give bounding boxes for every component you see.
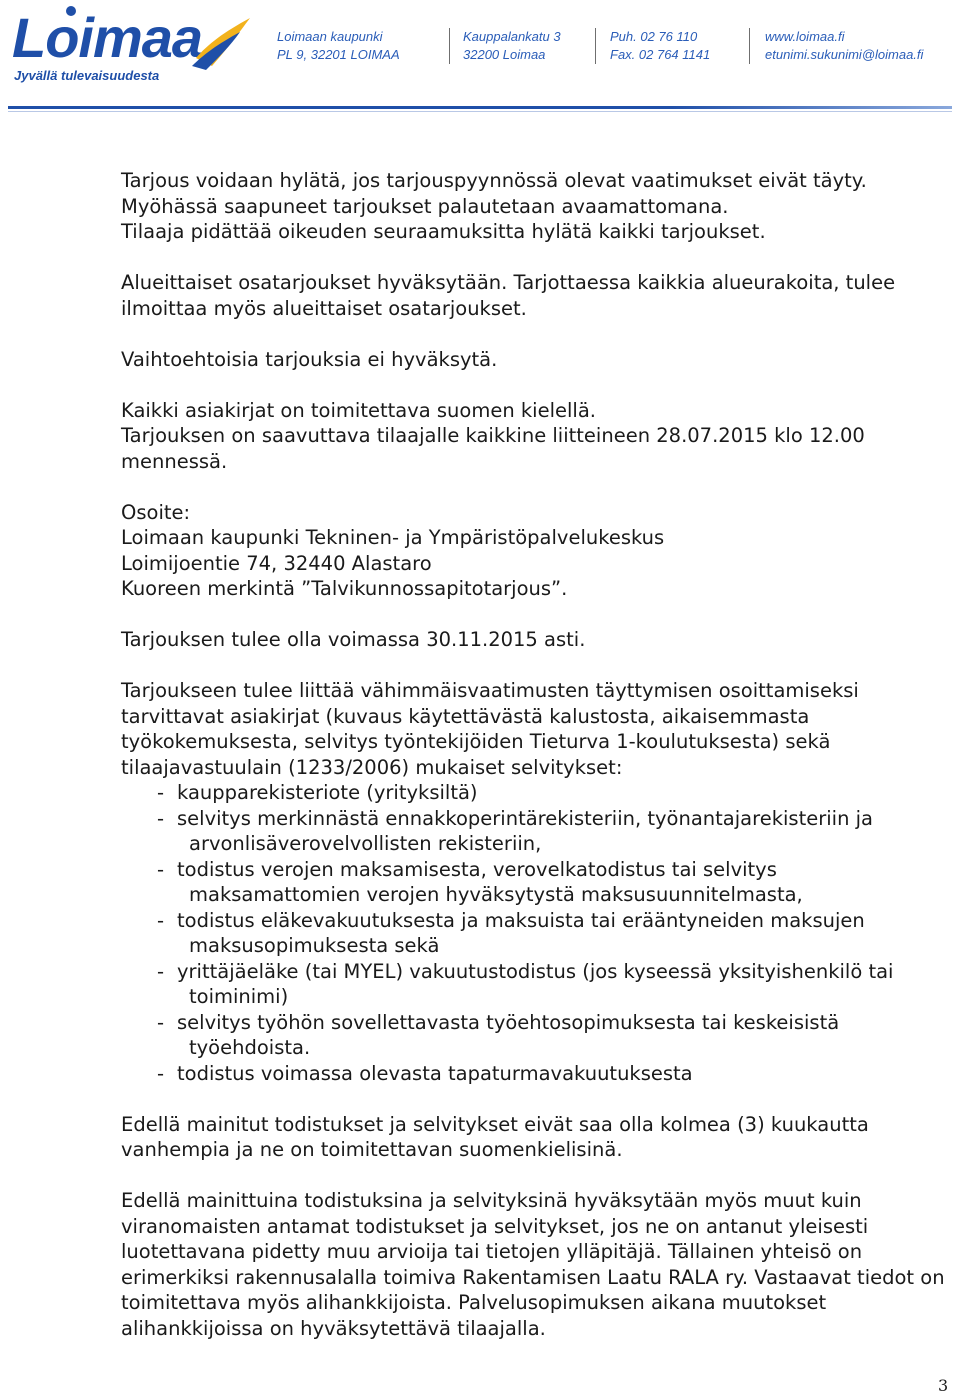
contact-visit-line1: Kauppalankatu 3 <box>463 29 561 44</box>
list-item: - kaupparekisteriote (yrityksiltä) <box>157 781 478 804</box>
contact-website: www.loimaa.fi <box>765 29 845 44</box>
text-line: Myöhässä saapuneet tarjoukset palautetaan avaamattomana. <box>121 194 729 218</box>
list-item: - yrittäjäeläke (tai MYEL) vakuutustodistus (jos kyseessä yksityishenkilö tai toiminimi) <box>157 959 894 1008</box>
contact-visit-line2: 32200 Loimaa <box>463 47 546 62</box>
address-line: Loimijoentie 74, 32440 Alastaro <box>121 551 432 575</box>
contact-divider <box>749 28 750 64</box>
list-item: - selvitys merkinnästä ennakkoperintärekisteriin, työnantajarekisteriin ja arvonlisäverovelvollisten rekisteriin, <box>157 806 873 855</box>
contact-divider <box>449 28 450 64</box>
address-label: Osoite: <box>121 500 191 524</box>
list-item: - todistus eläkevakuutuksesta ja maksuista tai erääntyneiden maksujen maksusopimuksesta sekä <box>157 908 865 957</box>
text-line: Tarjous voidaan hylätä, jos tarjouspyynnössä olevat vaatimukset eivät täyty. <box>121 169 867 192</box>
envelope-marking: Kuoreen merkintä ”Talvikunnossapitotarjous”. <box>121 577 568 600</box>
contact-postal-line1: Loimaan kaupunki <box>277 29 383 44</box>
paragraph-rejection <box>121 168 951 245</box>
logo-swoosh-icon <box>190 14 256 70</box>
document-body <box>121 168 951 1341</box>
contact-email: etunimi.sukunimi@loimaa.fi <box>765 47 924 62</box>
contact-phone <box>610 28 710 64</box>
contact-visit <box>463 28 561 64</box>
text-line: Kaikki asiakirjat on toimitettava suomen kielellä. <box>121 398 596 422</box>
contact-divider <box>595 28 596 64</box>
contact-web <box>765 28 923 64</box>
text-line: Tilaaja pidättää oikeuden seuraamuksitta hylätä kaikki tarjoukset. <box>121 220 766 243</box>
list-item: - todistus verojen maksamisesta, verovelkatodistus tai selvitys maksamattomien verojen hyväksytystä maksusuunnitelmasta, <box>157 857 803 906</box>
paragraph-address <box>121 500 951 602</box>
text-line: Tarjouksen on saavuttava tilaajalle kaikkine liitteineen 28.07.2015 klo 12.00 mennessä. <box>121 424 865 473</box>
paragraph-certificates-age: Edellä mainitut todistukset ja selvitykset eivät saa olla kolmea (3) kuukautta vanhempia ja ne on toimitettavan suomenkielisinä. <box>121 1112 869 1161</box>
logo-slogan: Jyvällä tulevaisuudesta <box>14 68 160 83</box>
paragraph-partial-bids: Alueittaiset osatarjoukset hyväksytään. Tarjottaessa kaikkia alueurakoita, tulee ilmoittaa myös alueittaiset osatarjoukset. <box>121 271 896 320</box>
letterhead <box>0 0 960 120</box>
header-rule <box>8 106 952 109</box>
paragraph-alternatives: Vaihtoehtoisia tarjouksia ei hyväksytä. <box>121 347 498 371</box>
list-item: - selvitys työhön sovellettavasta työehtosopimuksesta tai keskeisistä työehdoista. <box>157 1010 840 1059</box>
contact-postal-line2: PL 9, 32201 LOIMAA <box>277 47 400 62</box>
contact-postal <box>277 28 400 64</box>
paragraph-requirements: Tarjoukseen tulee liittää vähimmäisvaatimusten täyttymisen osoittamiseksi tarvittavat asiakirjat (kuvaus käytettävästä kalustosta, aikaisemmasta työkokemuksesta, selvitys työntekijöiden Tieturva 1-koulutuksesta) sekä tilaajavastuulain (1233/2006) mukaiset selvitykset: <box>121 679 859 779</box>
address-line: Loimaan kaupunki Tekninen- ja Ympäristöpalvelukeskus <box>121 526 665 549</box>
paragraph-language-deadline <box>121 398 951 475</box>
logo-wordmark: Loimaa <box>12 6 203 69</box>
page-number: 3 <box>938 1376 949 1395</box>
paragraph-validity: Tarjouksen tulee olla voimassa 30.11.2015 asti. <box>121 628 586 651</box>
contact-fax-number: Fax. 02 764 1141 <box>610 47 711 62</box>
list-item: - todistus voimassa olevasta tapaturmavakuutuksesta <box>157 1061 693 1085</box>
contact-phone-number: Puh. 02 76 110 <box>610 29 698 44</box>
requirements-list <box>121 780 951 1086</box>
paragraph-accepted-certificates: Edellä mainittuina todistuksina ja selvityksinä hyväksytään myös muut kuin viranomaisten antamat todistukset ja selvitykset, jos ne on antanut yleisesti luotettavana pidetty muu arvioija tai tietojen ylläpitäjä. Tällainen yhteisö on erimerkiksi rakennusalalla toimiva Rakentamisen Laatu RALA ry. Vastaavat tiedot on toimitettava myös alihankkijoista. Palvelusopimuksen aikana muutokset alihankkijoissa on hyväksytettävä tilaajalla. <box>121 1189 945 1340</box>
header-rule-thin <box>8 111 952 112</box>
